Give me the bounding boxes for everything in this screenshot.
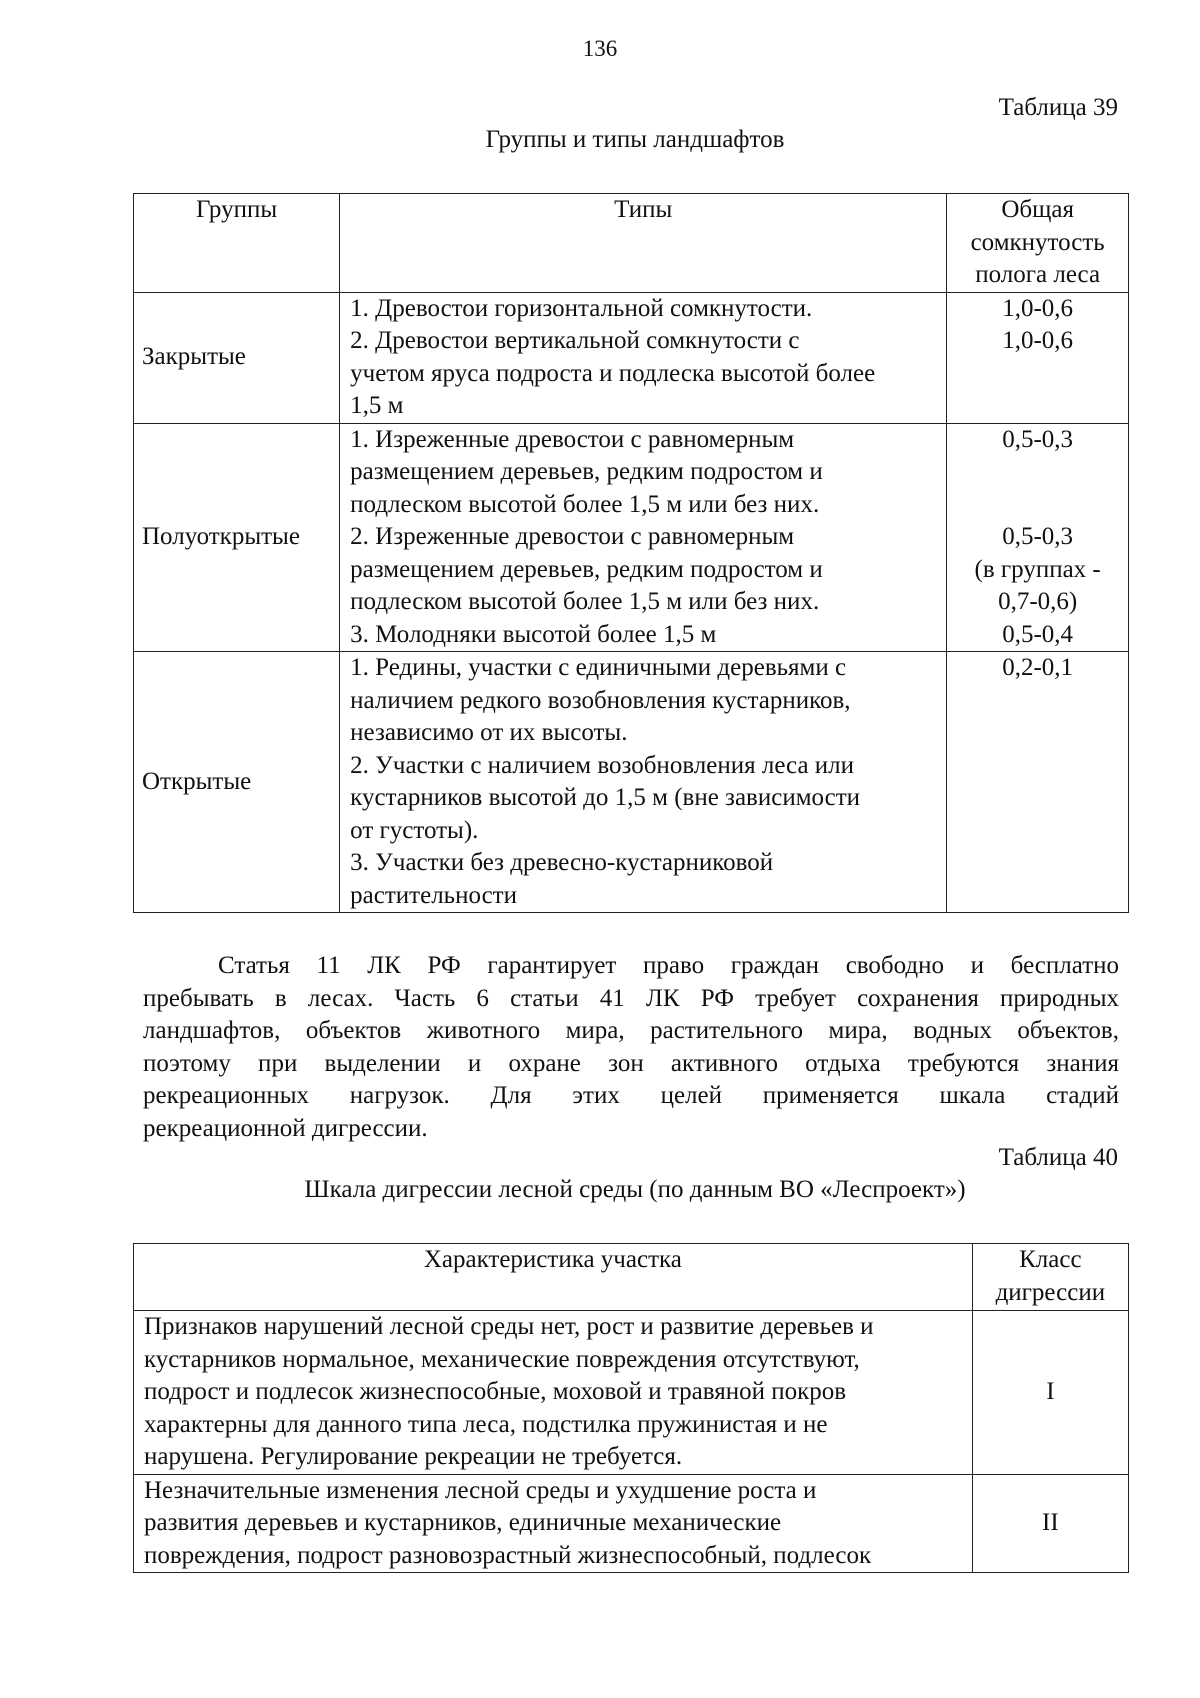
header-density <box>947 194 1129 293</box>
density-value: (в группах - <box>974 555 1101 583</box>
paragraph-line: поэтому при выделении и охране зон активного отдыха требуются знания <box>143 1049 1119 1077</box>
spacer <box>951 489 1124 522</box>
digression-class-cell: II <box>972 1474 1128 1573</box>
types-cell <box>340 292 947 423</box>
table-40-title: Шкала дигрессии лесной среды (по данным ВО «Леспроект») <box>304 1176 966 1203</box>
group-cell: Полуоткрытые <box>134 423 340 652</box>
characteristic-line: развития деревьев и кустарников, единичные механические <box>144 1509 782 1536</box>
type-line: 1,5 м <box>350 392 404 419</box>
characteristic-line: характерны для данного типа леса, подстилка пружинистая и не <box>144 1410 828 1438</box>
paragraph-line: ландшафтов, объектов животного мира, растительного мира, водных объектов, <box>143 1017 1119 1044</box>
group-cell: Закрытые <box>134 292 340 423</box>
characteristic-line: кустарников нормальное, механические повреждения отсутствуют, <box>144 1345 860 1373</box>
table-40-label: Таблица 40 <box>998 1144 1118 1171</box>
types-cell <box>340 652 947 913</box>
table-row <box>134 423 1129 652</box>
type-line: 3. Молодняки высотой более 1,5 м <box>350 620 717 648</box>
landscape-groups-table <box>133 193 1129 913</box>
type-line: независимо от их высоты. <box>350 719 628 746</box>
type-line: 1. Изреженные древостои с равномерным <box>350 425 795 453</box>
table-row <box>134 292 1129 423</box>
characteristic-line: нарушена. Регулирование рекреации не требуется. <box>144 1443 683 1470</box>
header-class-line: дигрессии <box>995 1278 1106 1306</box>
header-groups: Группы <box>134 194 340 293</box>
header-types: Типы <box>340 194 947 293</box>
type-line: учетом яруса подроста и подлеска высотой более <box>350 359 876 387</box>
characteristic-line: повреждения, подрост разновозрастный жизнеспособный, подлесок <box>144 1541 872 1569</box>
type-line: 2. Древостои вертикальной сомкнутости с <box>350 327 800 354</box>
table-39-label: Таблица 39 <box>998 94 1118 121</box>
type-line: 2. Изреженные древостои с равномерным <box>350 523 795 550</box>
density-value: 0,5-0,4 <box>1002 620 1074 648</box>
density-value: 1,0-0,6 <box>1002 327 1074 354</box>
header-density-line: полога леса <box>975 261 1101 288</box>
header-density-line: сомкнутость <box>970 228 1105 256</box>
characteristic-cell <box>134 1311 973 1475</box>
type-line: растительности <box>350 881 517 909</box>
type-line: от густоты). <box>350 816 479 844</box>
header-characteristic: Характеристика участка <box>134 1244 973 1311</box>
characteristic-line: Незначительные изменения лесной среды и ухудшение роста и <box>144 1476 817 1504</box>
table-row <box>134 1474 1129 1573</box>
density-value: 0,5-0,3 <box>1002 523 1074 550</box>
digression-class-cell: I <box>972 1311 1128 1475</box>
density-cell <box>947 423 1129 652</box>
digression-scale-table <box>133 1243 1129 1573</box>
group-cell: Открытые <box>134 652 340 913</box>
table-header-row <box>134 194 1129 293</box>
paragraph-line: Статья 11 ЛК РФ гарантирует право граждан свободно и бесплатно <box>218 952 1119 979</box>
type-line: подлеском высотой более 1,5 м или без них. <box>350 588 820 615</box>
table-header-row <box>134 1244 1129 1311</box>
header-class <box>972 1244 1128 1311</box>
body-paragraph <box>143 950 1119 1145</box>
paragraph-line: рекреационной дигрессии. <box>143 1114 428 1142</box>
table-row <box>134 652 1129 913</box>
type-line: размещением деревьев, редким подростом и <box>350 555 823 583</box>
header-class-line: Класс <box>1019 1246 1082 1273</box>
types-cell <box>340 423 947 652</box>
paragraph-line: пребывать в лесах. Часть 6 статьи 41 ЛК РФ требует сохранения природных <box>143 984 1119 1012</box>
paragraph-line: рекреационных нагрузок. Для этих целей применяется шкала стадий <box>143 1082 1119 1109</box>
type-line: кустарников высотой до 1,5 м (вне зависимости <box>350 784 861 811</box>
type-line: 1. Редины, участки с единичными деревьями с <box>350 654 847 681</box>
density-value: 0,7-0,6) <box>998 588 1078 615</box>
density-cell <box>947 292 1129 423</box>
density-value: 1,0-0,6 <box>1002 294 1074 322</box>
type-line: размещением деревьев, редким подростом и <box>350 458 823 485</box>
table-row <box>134 1311 1129 1475</box>
table-39-title: Группы и типы ландшафтов <box>485 126 785 153</box>
type-line: подлеском высотой более 1,5 м или без них. <box>350 490 820 518</box>
density-cell <box>947 652 1129 913</box>
type-line: 1. Древостои горизонтальной сомкнутости. <box>350 294 813 322</box>
characteristic-line: подрост и подлесок жизнеспособные, моховой и травяной покров <box>144 1378 847 1405</box>
spacer <box>951 456 1124 489</box>
page-number: 136 <box>582 36 618 61</box>
characteristic-line: Признаков нарушений лесной среды нет, рост и развитие деревьев и <box>144 1313 874 1340</box>
type-line: 2. Участки с наличием возобновления леса или <box>350 751 855 779</box>
density-value: 0,2-0,1 <box>1002 654 1074 681</box>
type-line: наличием редкого возобновления кустарников, <box>350 686 851 714</box>
characteristic-cell <box>134 1474 973 1573</box>
type-line: 3. Участки без древесно-кустарниковой <box>350 849 774 876</box>
density-value: 0,5-0,3 <box>1002 425 1074 453</box>
header-density-line: Общая <box>1001 196 1074 223</box>
